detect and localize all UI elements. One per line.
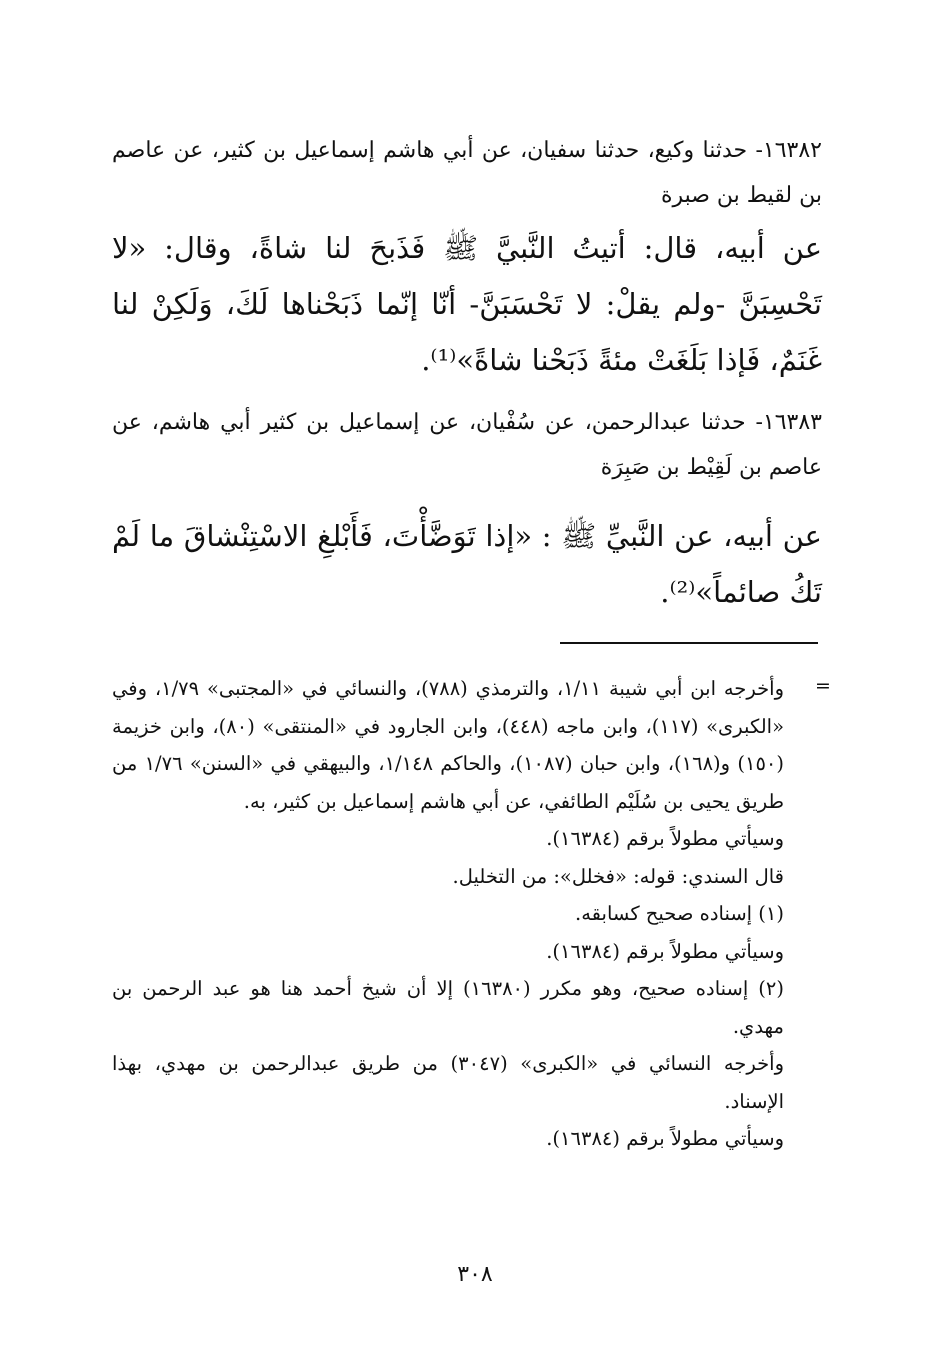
- hadith-16382-matn: عن أبيه، قال: أتيتُ النَّبيَّ ﷺ فَذَبحَ لنا شاةً، وقال: «لا تَحْسِبَنَّ -ولم يقلْ: لا تَحْسَبَنَّ- أنّا إنّما ذَبَحْناها لَكَ، وَلَكِنْ لنا غَنَمٌ، فَإذا بَلَغَتْ مئةً ذَبَحْنا شاةً»⁽¹⁾.: [112, 231, 822, 377]
- footnote-paragraph: وأخرجه النسائي في «الكبرى» (٣٠٤٧) من طريق عبدالرحمن بن مهدي، بهذا الإسناد.: [112, 1052, 785, 1113]
- footnote-paragraph: وسيأتي مطولاً برقم (١٦٣٨٤).: [546, 827, 784, 850]
- footnote-paragraph: وأخرجه ابن أبي شيبة ١/١١، والترمذي (٧٨٨)، والنسائي في «المجتبى» ١/٧٩، وفي «الكبرى» (١١٧)، وابن ماجه (٤٤٨)، وابن الجارود في «المنتقى» (٨٠)، وابن خزيمة (١٥٠) و(١٦٨)، وابن حبان (١٠٨٧)، والحاكم ١/١٤٨، والبيهقي في «السنن» ١/٧٦ من طريق يحيى بن سُلَيْم الطائفي، عن أبي هاشم إسماعيل بن كثير، به.: [112, 677, 785, 813]
- hadith-16383-matn: عن أبيه، عن النَّبيِّ ﷺ : «إذا تَوَضَّأْتَ، فَأَبْلغِ الاسْتِنْشاقَ ما لَمْ تَكُ صائماً»⁽²⁾.: [112, 519, 822, 609]
- footnote-paragraph: وسيأتي مطولاً برقم (١٦٣٨٤).: [546, 939, 784, 963]
- footnotes: [112, 670, 824, 1158]
- footnote-paragraph: وسيأتي مطولاً برقم (١٦٣٨٤).: [546, 1127, 784, 1150]
- hadith-16382-isnad: ١٦٣٨٢- حدثنا وكيع، حدثنا سفيان، عن أبي هاشم إسماعيل بن كثير، عن عاصم بن لقيط بن صبرة: [112, 138, 822, 208]
- hadith-16383-isnad: ١٦٣٨٣- حدثنا عبدالرحمن، عن سُفْيان، عن إسماعيل بن كثير أبي هاشم، عن عاصم بن لَقِيْط بن صَبِرَة: [112, 410, 822, 480]
- footnote-paragraph: قال السندي: قوله: «فخلل»: من التخليل.: [452, 864, 784, 888]
- page-number: ٣٠٨: [457, 1262, 493, 1287]
- footnote-2: (٢) إسناده صحيح، وهو مكرر (١٦٣٨٠) إلا أن شيخ أحمد هنا هو عبد الرحمن بن مهدي.: [112, 977, 785, 1038]
- footnote-1: (١) إسناده صحيح كسابقه.: [575, 902, 784, 925]
- footnote-separator: [560, 642, 818, 644]
- footnote-continuation-mark: =: [815, 675, 831, 697]
